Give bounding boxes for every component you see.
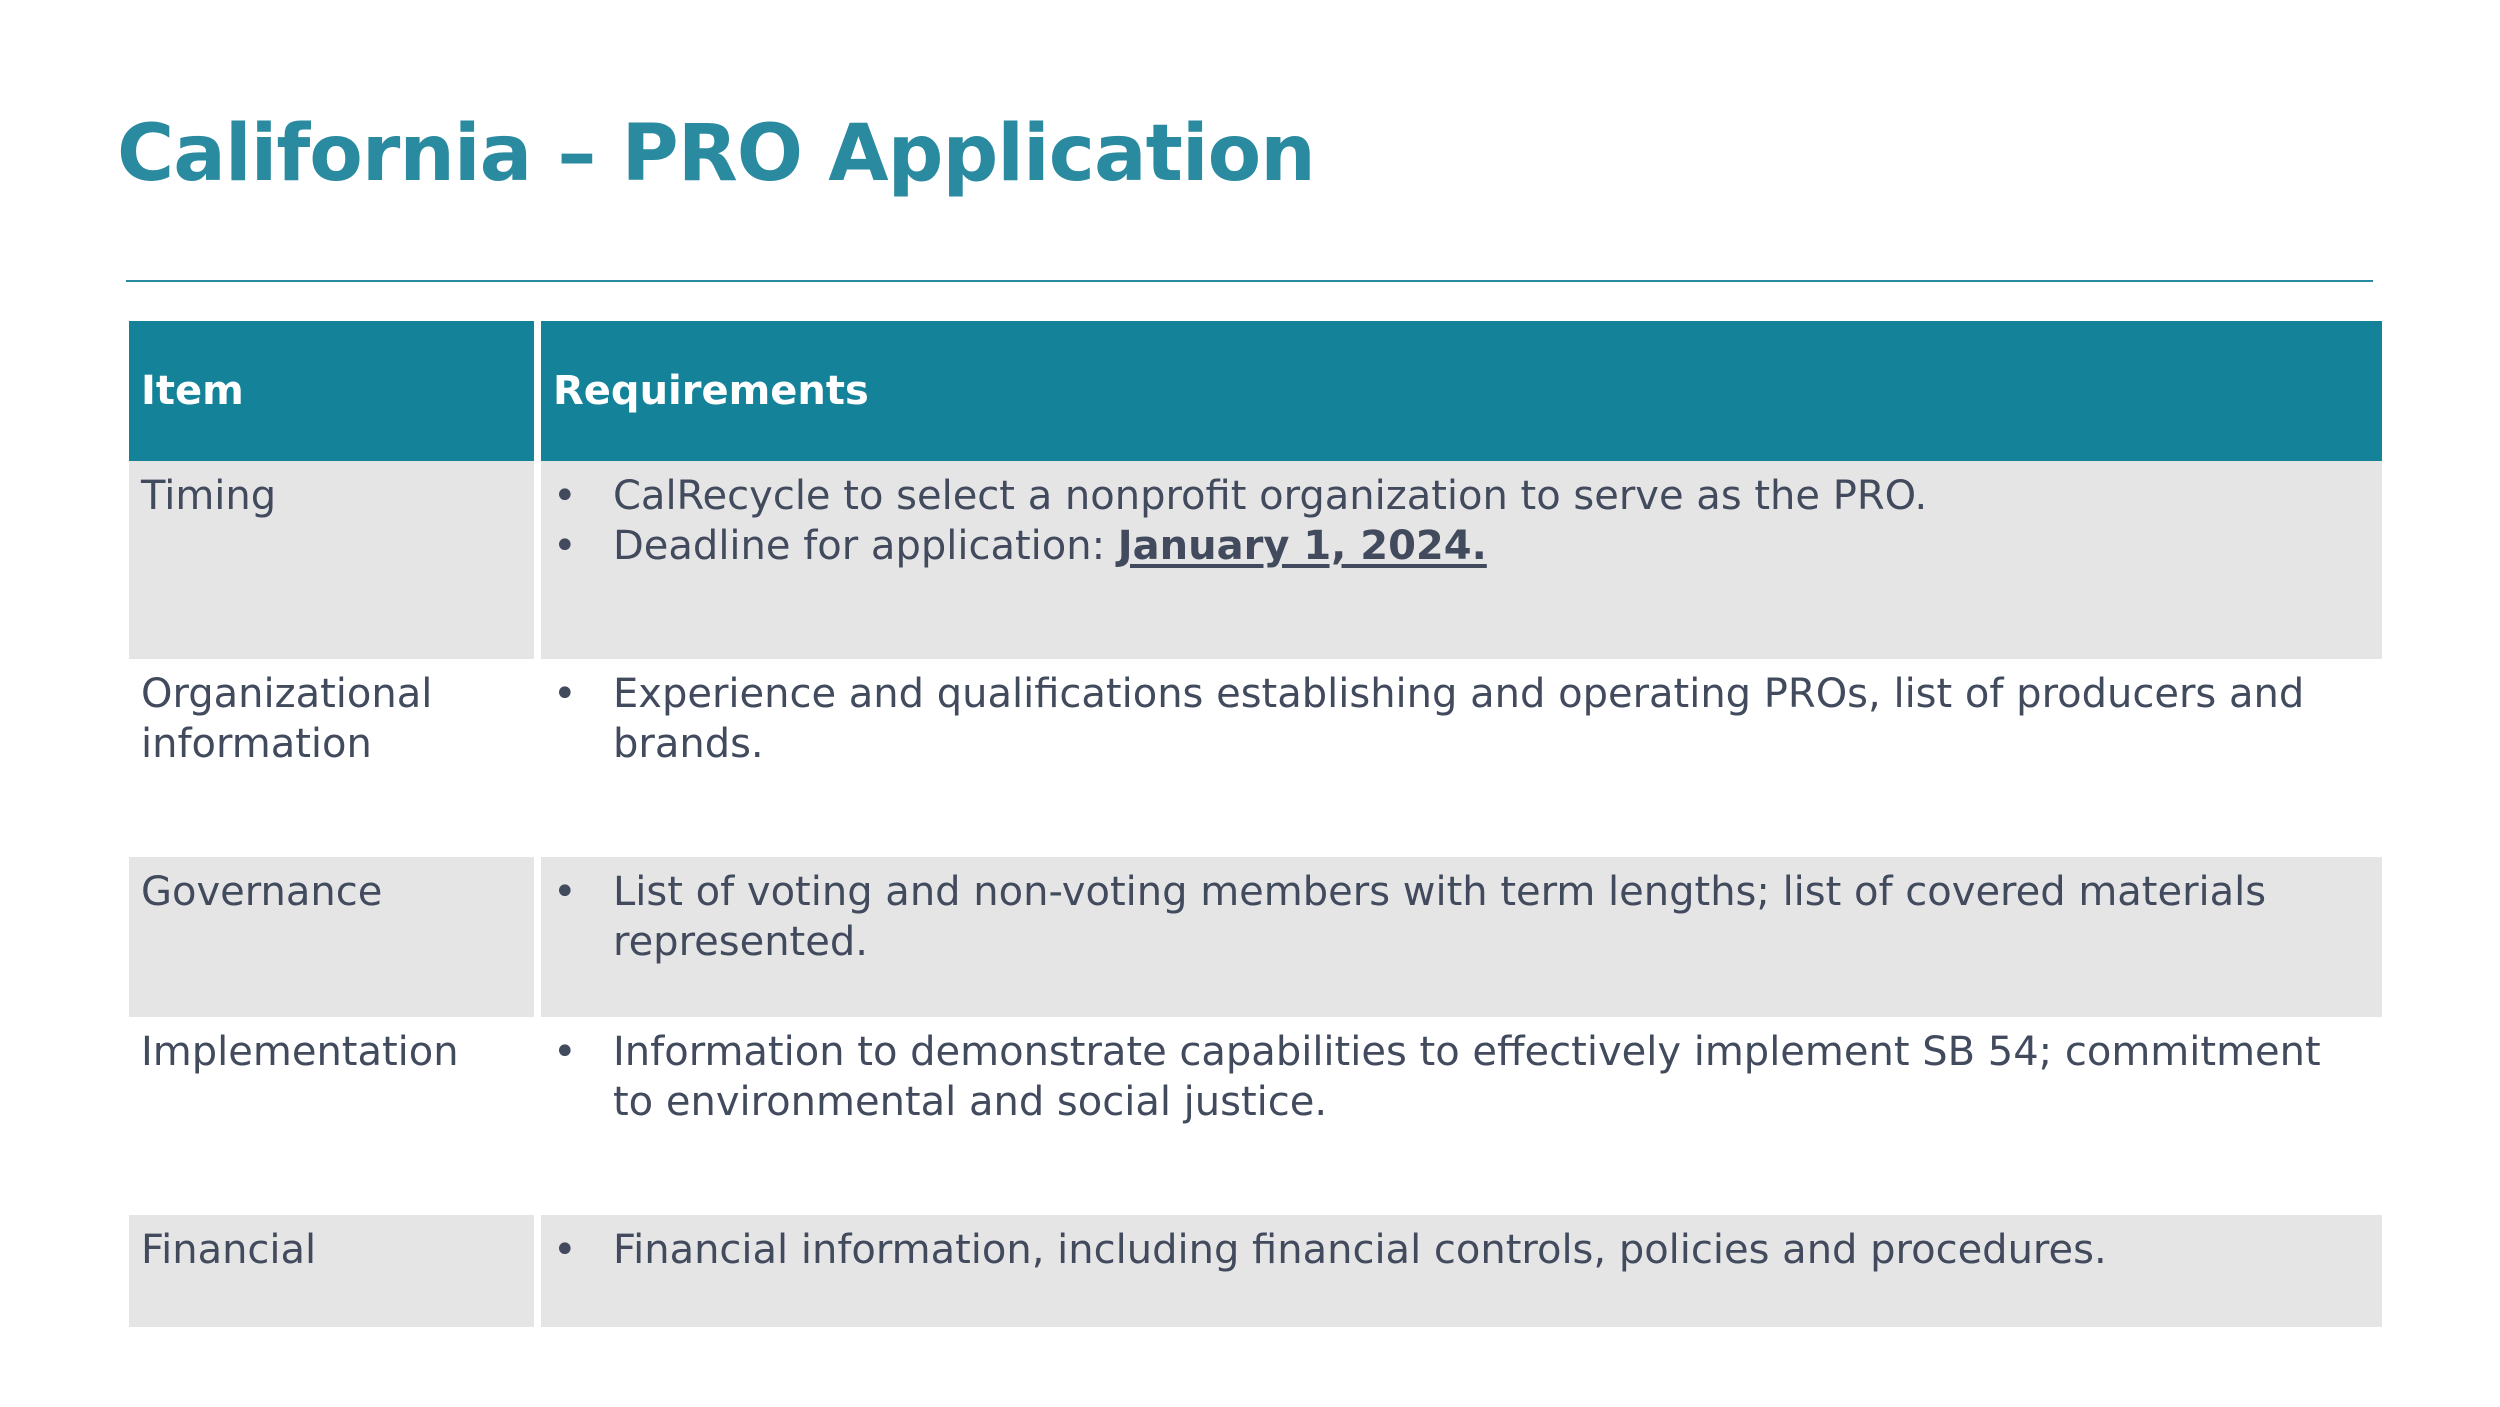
requirement-bullet-deadline	[553, 521, 2370, 571]
row-requirements	[541, 659, 2382, 857]
deadline-label: Deadline for application:	[613, 523, 1118, 569]
row-item-label: Governance	[129, 857, 534, 1017]
requirements-list	[553, 1027, 2370, 1127]
requirements-list	[553, 471, 2370, 571]
row-requirements	[541, 461, 2382, 659]
requirement-bullet: • Experience and qualifications establishing and operating PROs, list of producers and brands.	[553, 669, 2370, 769]
title-divider	[126, 280, 2373, 282]
row-item-label: Financial	[129, 1215, 534, 1327]
header-item: Item	[129, 321, 534, 461]
row-requirements	[541, 1215, 2382, 1327]
table-row-governance	[129, 857, 2382, 1017]
table-row-implementation	[129, 1017, 2382, 1215]
requirements-list	[553, 669, 2370, 769]
row-item-label: Implementation	[129, 1017, 534, 1215]
requirements-table	[129, 321, 2382, 1327]
row-requirements	[541, 857, 2382, 1017]
table-row-financial	[129, 1215, 2382, 1327]
row-item-label: Timing	[129, 461, 534, 659]
requirement-bullet: • CalRecycle to select a nonprofit organization to serve as the PRO.	[553, 471, 2370, 521]
table-header-row	[129, 321, 2382, 461]
requirement-bullet: • Information to demonstrate capabilities to effectively implement SB 54; commitment to environmental and social justice.	[553, 1027, 2370, 1127]
requirement-bullet: • List of voting and non-voting members with term lengths; list of covered materials represented.	[553, 867, 2370, 967]
row-requirements	[541, 1017, 2382, 1215]
requirements-list	[553, 1225, 2370, 1275]
row-item-label: Organizational information	[129, 659, 534, 857]
requirements-list	[553, 867, 2370, 967]
table-row-timing	[129, 461, 2382, 659]
requirement-bullet: • Financial information, including financial controls, policies and procedures.	[553, 1225, 2370, 1275]
deadline-date: January 1, 2024.	[1117, 523, 1487, 569]
slide-title: California – PRO Application	[117, 109, 1315, 199]
header-requirements: Requirements	[541, 321, 2382, 461]
table-row-organizational	[129, 659, 2382, 857]
